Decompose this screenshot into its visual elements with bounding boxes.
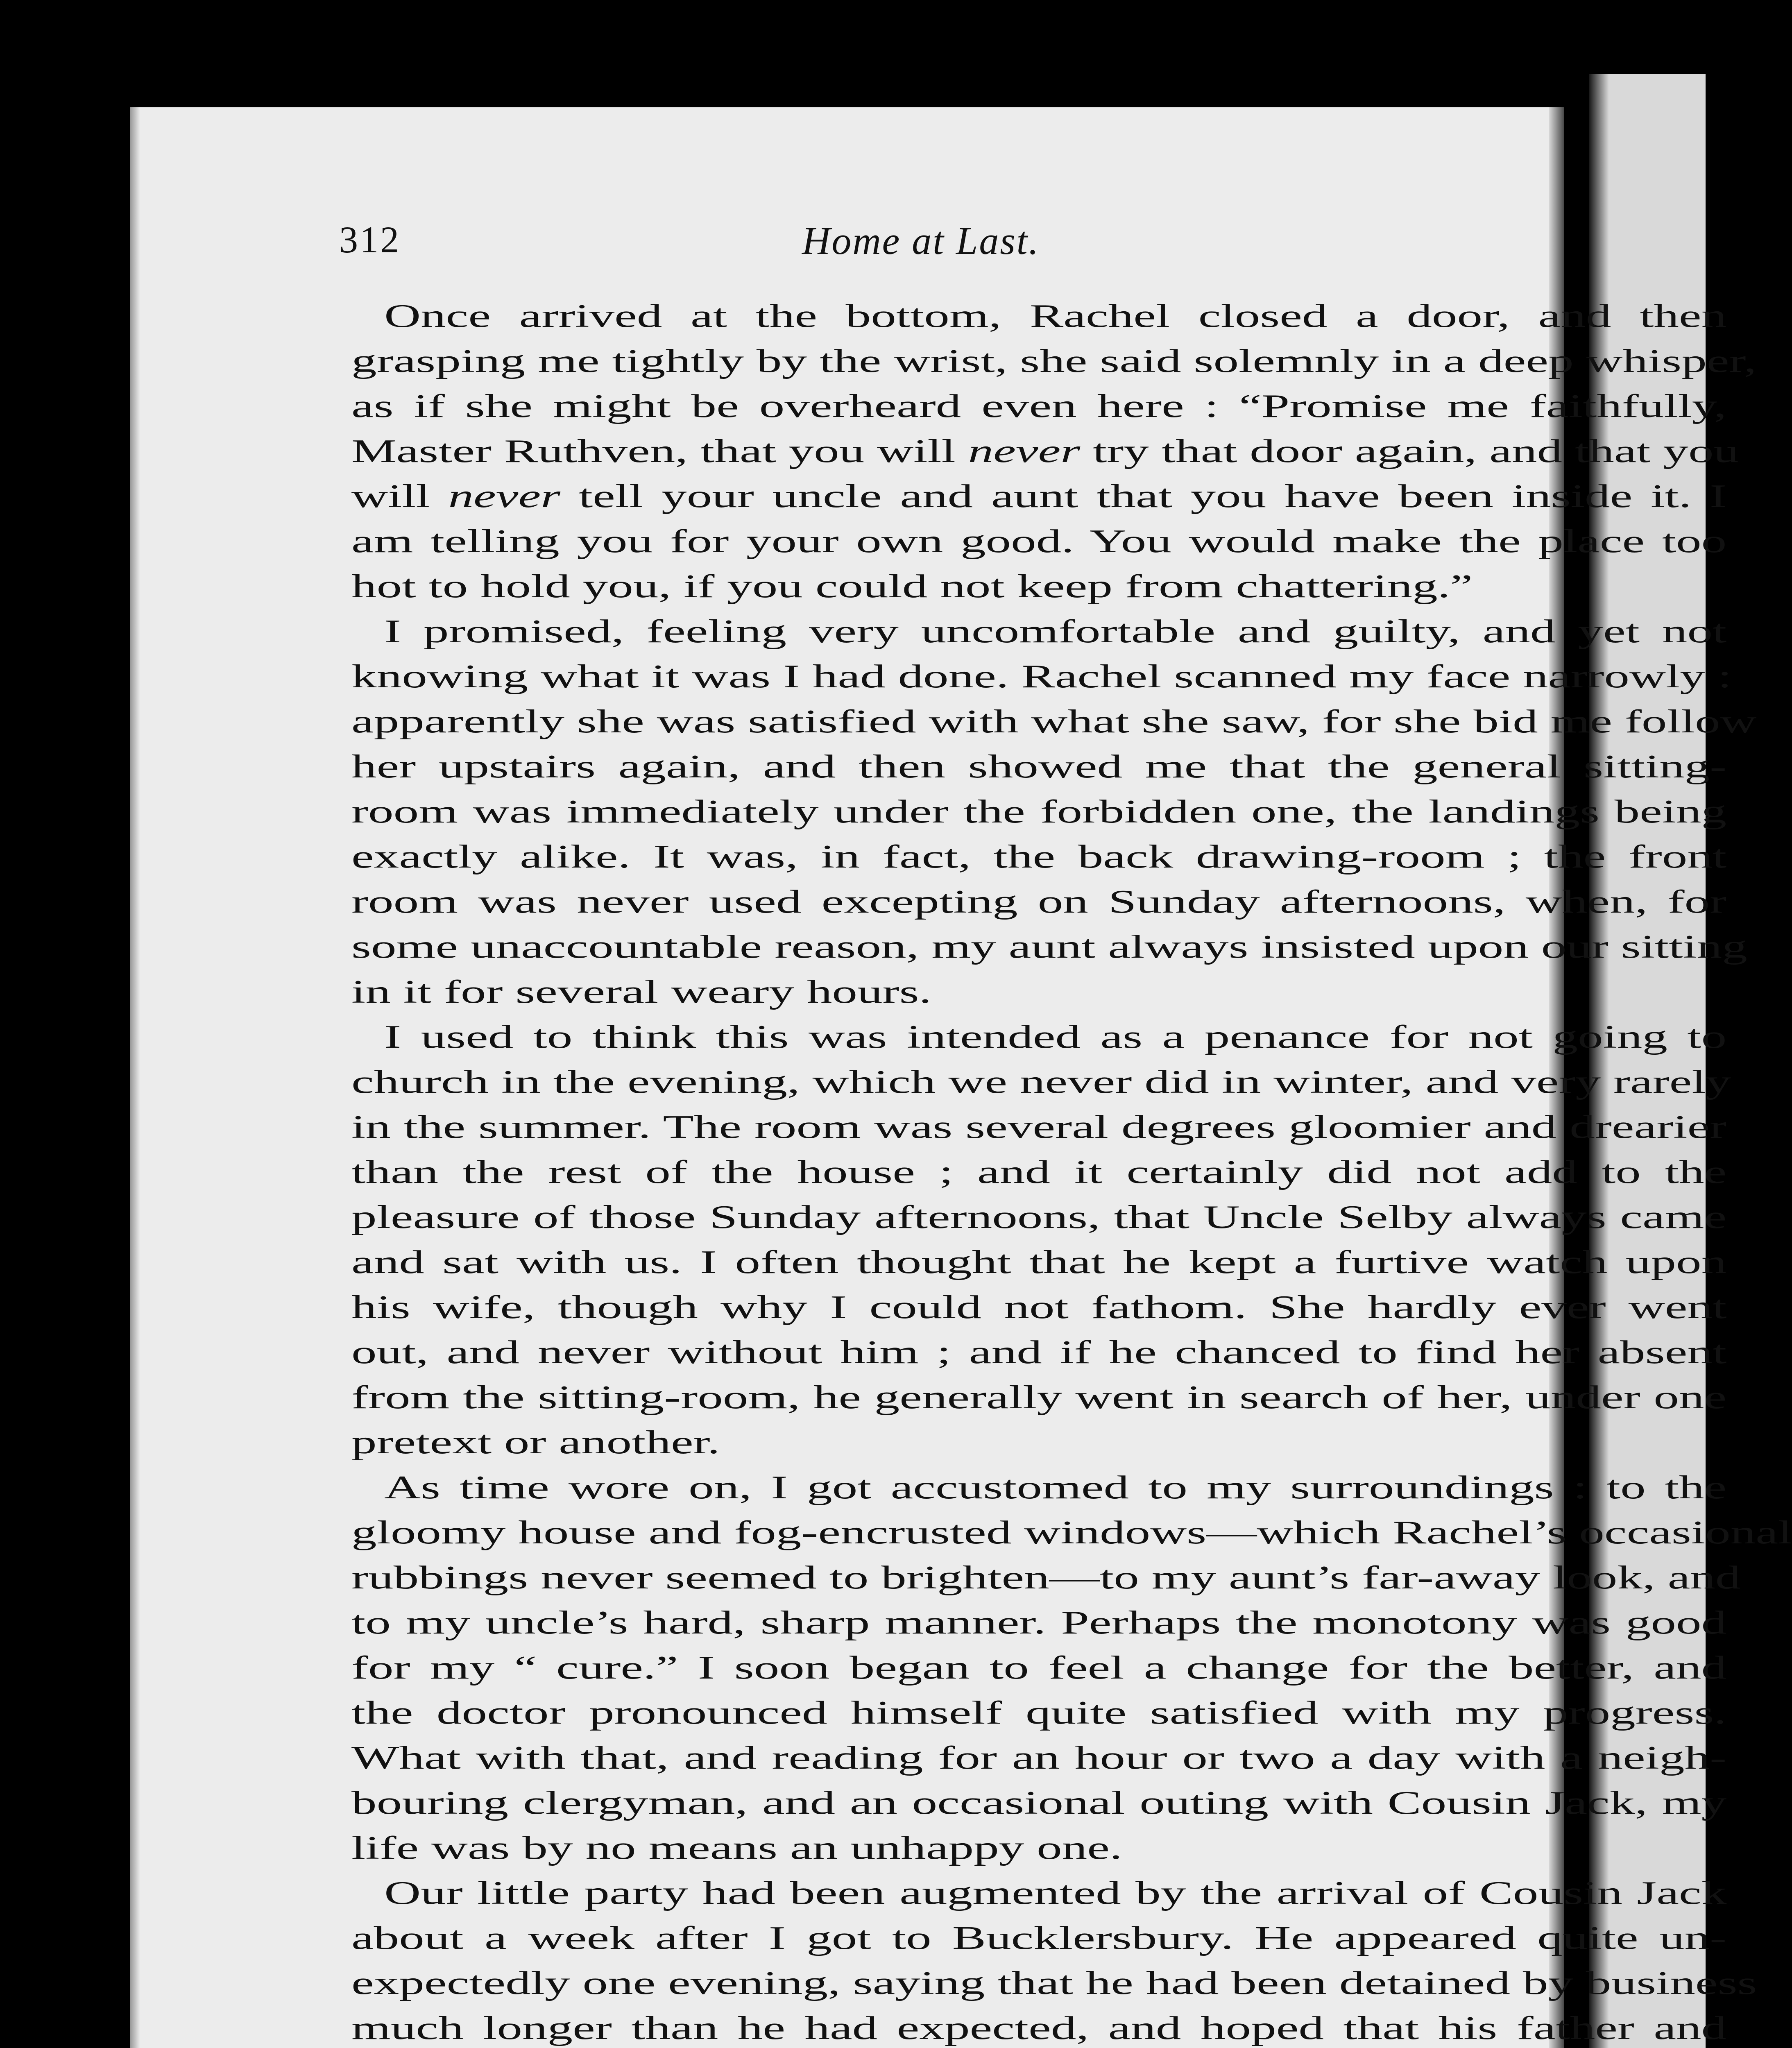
text-line [351, 1871, 1726, 1916]
text-line [351, 1690, 1726, 1735]
text-line [351, 1510, 1792, 1555]
text-line [351, 1375, 1726, 1420]
text-line [351, 1060, 1731, 1105]
text-segment: try that door again, and that you [1080, 433, 1739, 469]
text-line [351, 834, 1726, 879]
text-segment: will [351, 478, 449, 514]
text-line [351, 1465, 1726, 1510]
text-line [351, 1330, 1726, 1375]
text-line [351, 519, 1726, 564]
text-line [351, 1735, 1726, 1781]
text-line [351, 924, 1747, 970]
text-segment: tell your uncle and aunt that you have been inside it. I [560, 478, 1727, 514]
text-segment: in it for several weary hours. [351, 974, 932, 1010]
text-segment: Our little party had been augmented by the arrival of Cousin Jack [384, 1875, 1727, 1911]
running-title: Home at Last. [802, 219, 1040, 263]
text-segment: much longer than he had expected, and hoped that his father and [351, 2010, 1727, 2046]
text-segment: and sat with us. I often thought that he kept a furtive watch upon [351, 1244, 1727, 1280]
text-segment: knowing what it was I had done. Rachel scanned my face narrowly : [351, 659, 1732, 695]
text-line [351, 699, 1757, 744]
text-line [351, 1240, 1726, 1285]
running-head [339, 218, 1363, 279]
text-segment: life was by no means an unhappy one. [351, 1830, 1122, 1866]
page-edge-left [130, 107, 140, 2048]
text-line [351, 1555, 1741, 1600]
text-segment: apparently she was satisfied with what she saw, for she bid me follow [351, 704, 1757, 740]
text-segment: pleasure of those Sunday afternoons, that Uncle Selby always came [351, 1199, 1727, 1235]
text-segment: I promised, feeling very uncomfortable and guilty, and yet not [384, 614, 1727, 650]
text-line [351, 1645, 1726, 1690]
text-line [351, 1781, 1726, 1826]
text-segment: out, and never without him ; and if he chanced to find her absent [351, 1334, 1727, 1371]
text-segment: grasping me tightly by the wrist, she said solemnly in a deep whisper, [351, 343, 1757, 379]
text-line [351, 1015, 1726, 1060]
text-line [351, 384, 1726, 429]
text-segment: his wife, though why I could not fathom. She hardly ever went [351, 1289, 1727, 1325]
text-segment: her upstairs again, and then showed me that the general sitting- [351, 749, 1727, 785]
text-line [351, 789, 1726, 834]
text-segment: the doctor pronounced himself quite satisfied with my progress. [351, 1695, 1727, 1731]
text-segment: rubbings never seemed to brighten—to my aunt’s far-away look, and [351, 1560, 1741, 1596]
emphasized-word: never [448, 478, 561, 514]
text-line [351, 1195, 1726, 1240]
text-line [351, 294, 1726, 339]
text-segment: exactly alike. It was, in fact, the back drawing-room ; the front [351, 839, 1727, 875]
text-segment: to my uncle’s hard, sharp manner. Perhaps the monotony was good [351, 1605, 1727, 1641]
text-line [351, 564, 1726, 609]
text-line [351, 429, 1739, 474]
text-segment: about a week after I got to Bucklersbury. He appeared quite un- [351, 1920, 1727, 1956]
text-line [351, 1420, 1726, 1465]
text-line [351, 970, 1726, 1015]
text-segment: What with that, and reading for an hour or two a day with a neigh- [351, 1740, 1727, 1776]
text-segment: hot to hold you, if you could not keep from chattering.” [351, 569, 1473, 605]
text-line [351, 744, 1726, 789]
text-line [351, 1826, 1726, 1871]
page-number: 312 [339, 219, 401, 261]
text-segment: for my “ cure.” I soon began to feel a change for the better, and [351, 1650, 1727, 1686]
text-line [351, 2006, 1726, 2048]
text-segment: gloomy house and fog-encrusted windows—which Rachel’s occasional [351, 1515, 1792, 1551]
text-segment: church in the evening, which we never did in winter, and very rarely [351, 1064, 1731, 1100]
text-segment: room was never used excepting on Sunday afternoons, when, for [351, 884, 1727, 920]
text-segment: than the rest of the house ; and it certainly did not add to the [351, 1154, 1727, 1190]
body-text [351, 294, 1792, 2048]
text-segment: am telling you for your own good. You would make the place too [351, 523, 1727, 560]
text-line [351, 1961, 1757, 2006]
text-segment: in the summer. The room was several degrees gloomier and drearier [351, 1109, 1727, 1145]
text-line [351, 654, 1732, 699]
text-line [351, 1150, 1726, 1195]
text-line [351, 1105, 1726, 1150]
text-line [351, 1916, 1726, 1961]
text-segment: from the sitting-room, he generally went in search of her, under one [351, 1380, 1727, 1416]
text-segment: bouring clergyman, and an occasional outing with Cousin Jack, my [351, 1785, 1727, 1821]
text-line [351, 609, 1726, 654]
text-segment: as if she might be overheard even here : “Promise me faithfully, [351, 388, 1727, 424]
text-segment: pretext or another. [351, 1425, 720, 1461]
text-segment: room was immediately under the forbidden one, the landings being [351, 794, 1727, 830]
text-line [351, 474, 1726, 519]
book-page [130, 107, 1792, 2048]
text-segment: some unaccountable reason, my aunt always insisted upon our sitting [351, 929, 1747, 965]
text-segment: Master Ruthven, that you will [351, 433, 968, 469]
text-line [351, 1285, 1726, 1330]
text-segment: Once arrived at the bottom, Rachel closed a door, and then [384, 298, 1727, 334]
emphasized-word: never [968, 433, 1081, 469]
text-segment: I used to think this was intended as a penance for not going to [384, 1019, 1727, 1055]
text-line [351, 879, 1726, 924]
text-line [351, 1600, 1726, 1645]
text-segment: expectedly one evening, saying that he had been detained by business [351, 1965, 1757, 2001]
text-segment: As time wore on, I got accustomed to my surroundings : to the [384, 1470, 1727, 1506]
text-line [351, 339, 1757, 384]
